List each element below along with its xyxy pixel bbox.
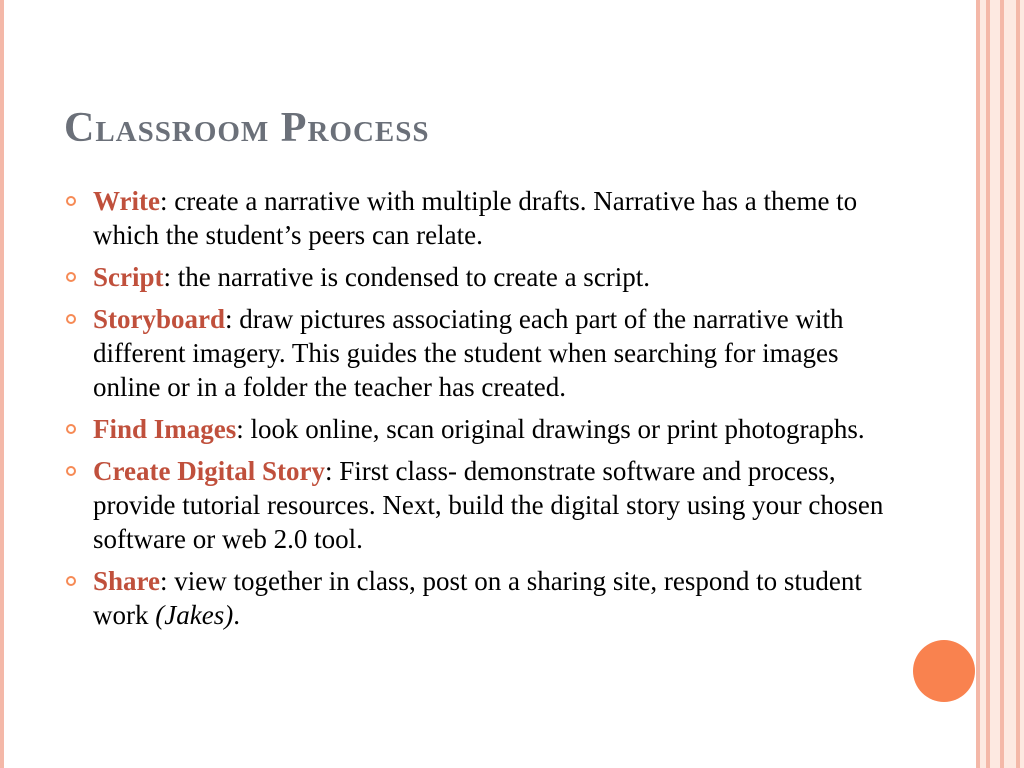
bullet-write — [64, 184, 884, 252]
bullet-text: : First class- demonstrate software and process, provide tutorial resources. Next, build the digital story using your chosen software or web 2.0 tool. — [93, 456, 884, 554]
bullet-term: Find Images — [93, 414, 237, 444]
slide-title: Classroom Process — [64, 105, 430, 151]
bullet-tail: . — [233, 600, 240, 630]
bullet-create-digital-story — [64, 454, 884, 556]
right-stripe-decoration — [976, 0, 1024, 768]
bullet-term: Storyboard — [93, 304, 226, 334]
bullet-term: Script — [93, 262, 164, 292]
bullet-circle-icon — [66, 272, 76, 282]
bullet-citation: (Jakes) — [155, 600, 234, 630]
stripe — [990, 0, 1000, 768]
bullet-storyboard — [64, 302, 884, 404]
bullet-circle-icon — [66, 314, 76, 324]
bullet-term: Write — [93, 186, 160, 216]
bullet-text: : view together in class, post on a sharing site, respond to student work — [93, 566, 862, 630]
bullet-text: : draw pictures associating each part of the narrative with different imagery. This guides the student when searching for images online or in a folder the teacher has created. — [93, 304, 844, 402]
accent-circle-decoration — [913, 640, 975, 702]
bullet-term: Create Digital Story — [93, 456, 325, 486]
stripe — [1004, 0, 1016, 768]
bullet-circle-icon — [66, 424, 76, 434]
bullet-text: : the narrative is condensed to create a script. — [163, 262, 651, 292]
stripe — [1020, 0, 1024, 768]
bullet-list — [64, 184, 884, 640]
bullet-text: : look online, scan original drawings or print photographs. — [236, 414, 865, 444]
bullet-circle-icon — [66, 466, 76, 476]
left-border-decoration — [0, 0, 4, 768]
bullet-text: : create a narrative with multiple drafts. Narrative has a theme to which the student’s peers can relate. — [93, 186, 858, 250]
bullet-find-images — [64, 412, 884, 446]
bullet-term: Share — [93, 566, 161, 596]
bullet-share — [64, 564, 884, 632]
bullet-circle-icon — [66, 196, 76, 206]
bullet-circle-icon — [66, 576, 76, 586]
bullet-script — [64, 260, 884, 294]
